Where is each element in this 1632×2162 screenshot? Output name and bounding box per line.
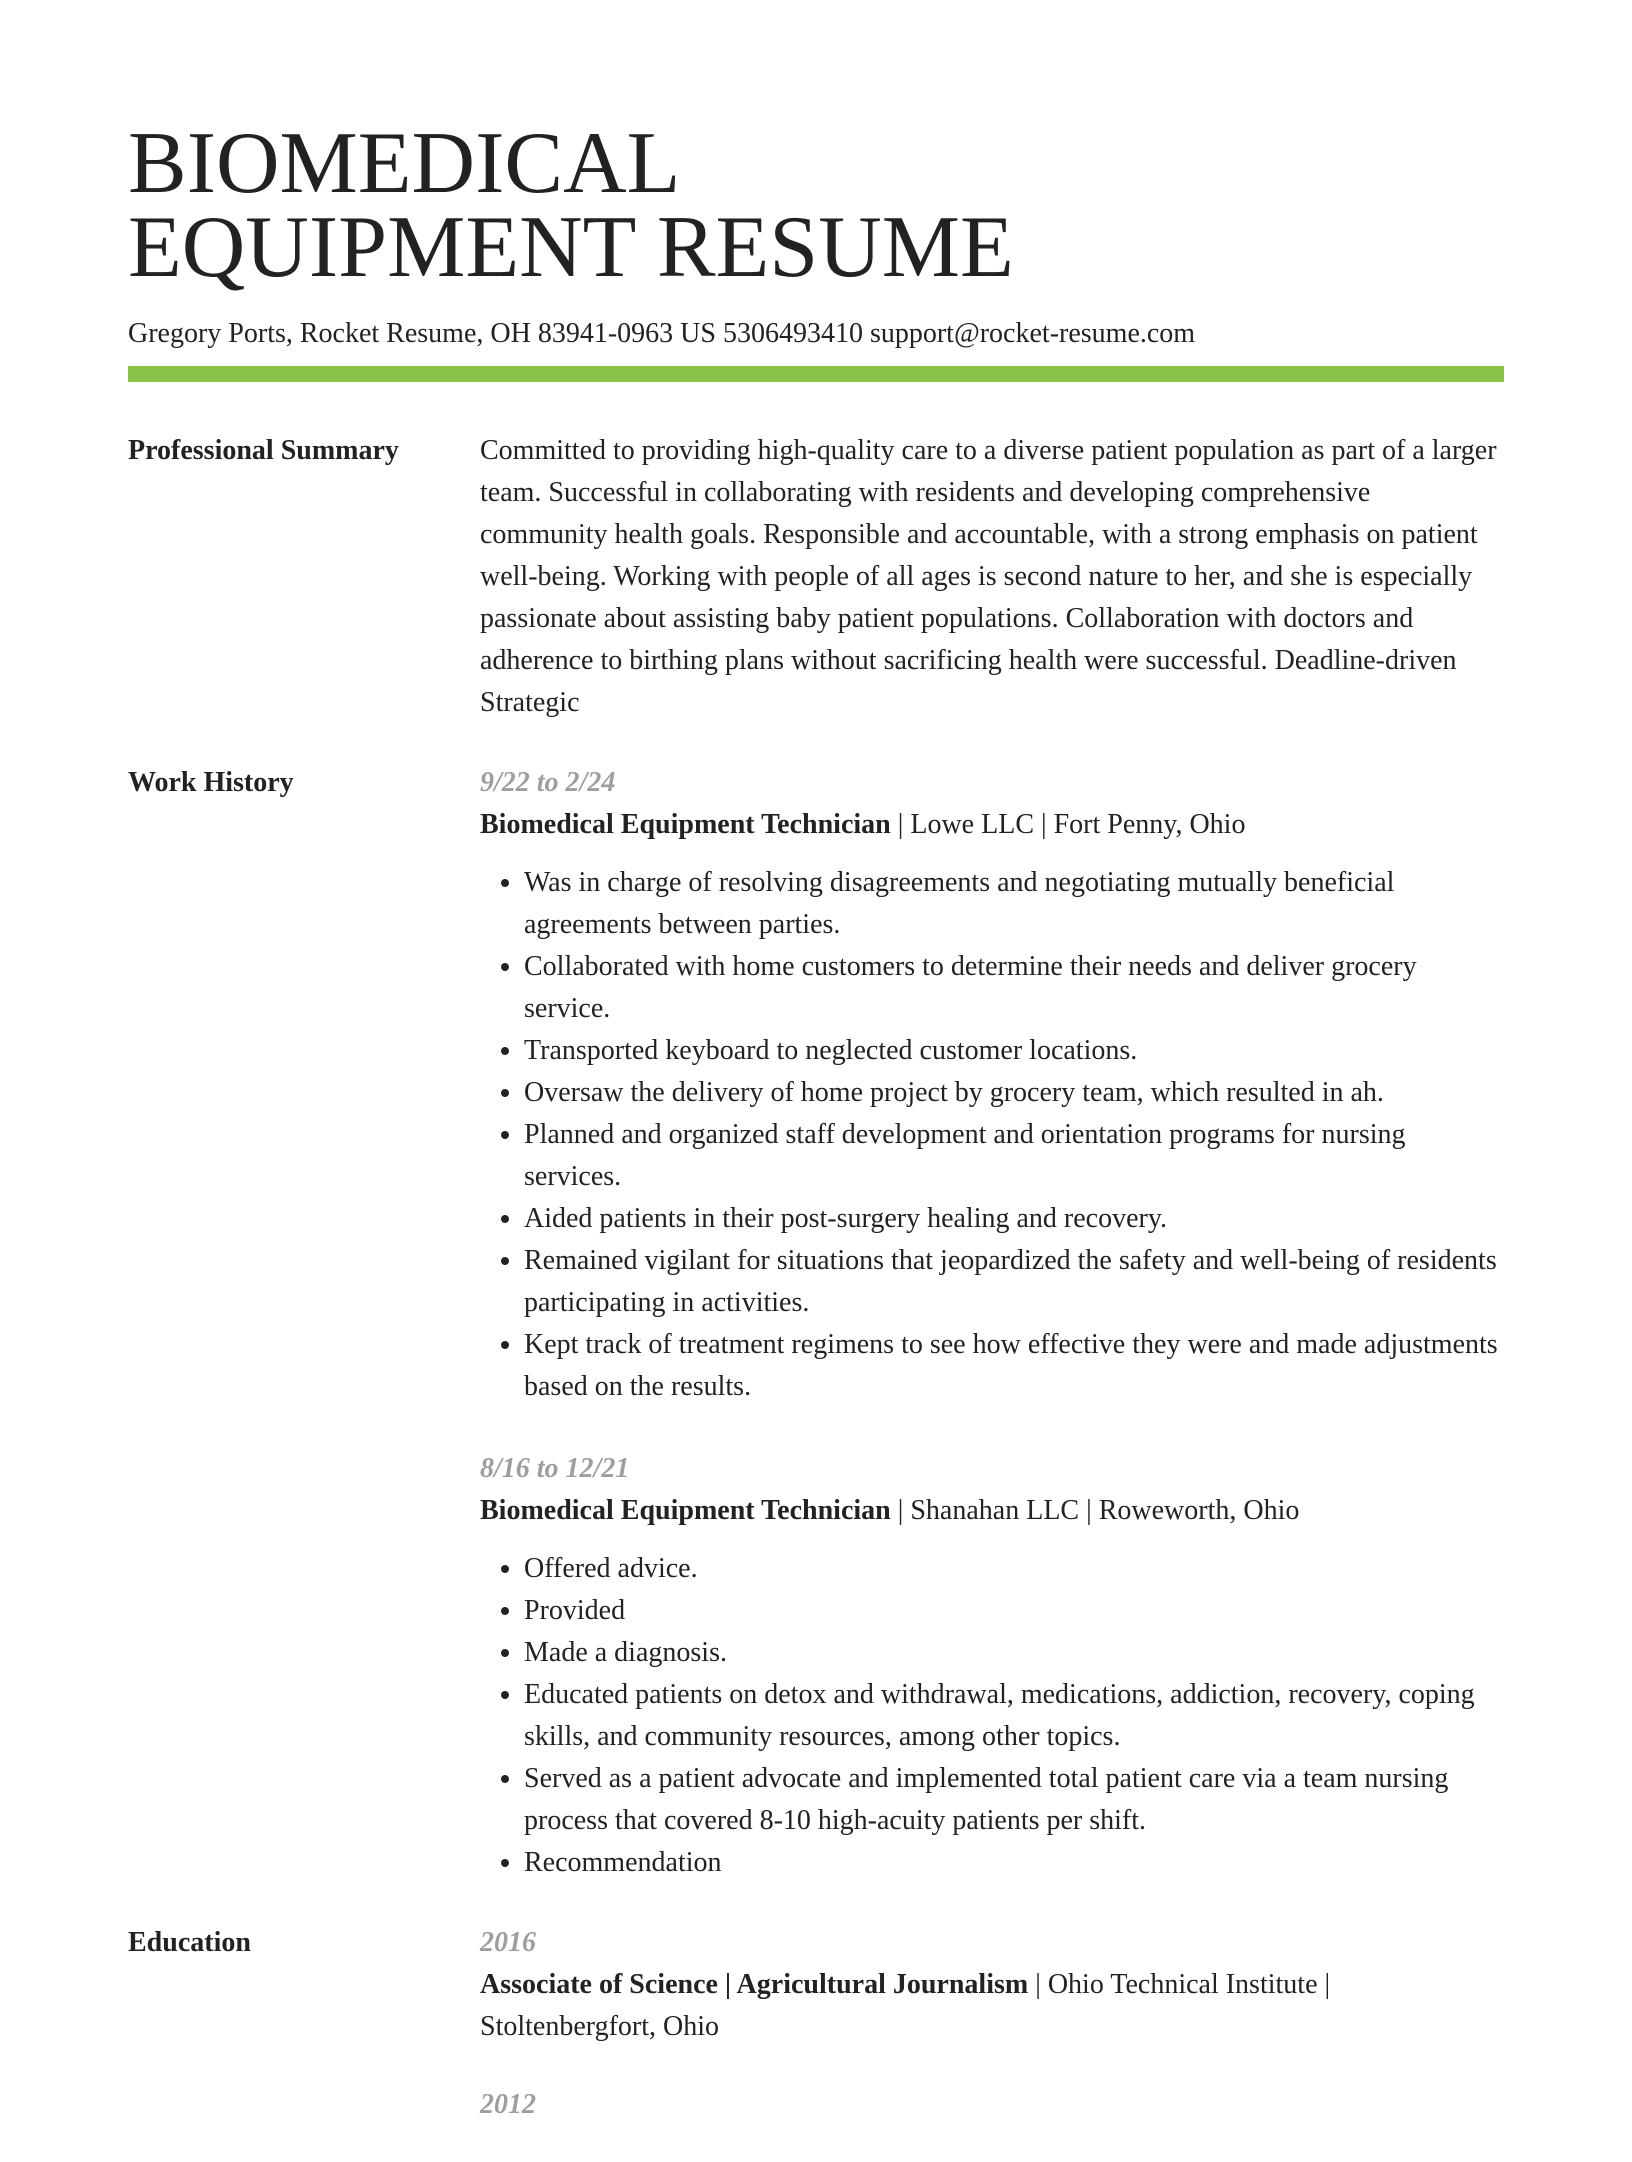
job-title: Biomedical Equipment Technician [480,809,891,840]
education-degree-line [480,1964,1504,2048]
job-role-line [480,804,1504,846]
job-dates: 8/16 to 12/21 [480,1453,630,1484]
job-bullet: • Provided [524,1590,1504,1632]
job-bullet: • Remained vigilant for situations that jeopardized the safety and well-being of residents participating in activities. [524,1240,1504,1324]
job-bullet: • Collaborated with home customers to determine their needs and deliver grocery service. [524,946,1504,1030]
job-bullet: • Recommendation [524,1842,1504,1884]
education-entry [480,1922,1504,2048]
contact-line: Gregory Ports, Rocket Resume, OH 83941-0963 US 5306493410 support@rocket-resume.com [128,318,1196,349]
job-title: Biomedical Equipment Technician [480,1495,891,1526]
education-year: 2012 [480,2089,536,2120]
title-line-2: EQUIPMENT RESUME [128,199,1014,296]
job-bullet: • Educated patients on detox and withdrawal, medications, addiction, recovery, coping skills, and community resources, among other topics. [524,1674,1504,1758]
job-bullet-list [480,1548,1504,1884]
education-degree: Associate of Science | Agricultural Journalism [480,1969,1029,2000]
summary-label: Professional Summary [128,435,399,466]
job-bullet: • Offered advice. [524,1548,1504,1590]
job-bullet: • Served as a patient advocate and implemented total patient care via a team nursing process that covered 8-10 high-acuity patients per shift. [524,1758,1504,1842]
summary-body [480,430,1504,724]
resume-title [128,0,1504,296]
summary-text: Committed to providing high-quality care to a diverse patient population as part of a larger team. Successful in collaborating with residents and developing comprehensive community health goals. Responsible and accountable, with a strong emphasis on patient well-being. Working with people of all ages is second nature to her, and she is especially passionate about assisting baby patient populations. Collaboration with doctors and adherence to birthing plans without sacrificing health were successful. Deadline-driven Strategic [480,435,1497,718]
work-history-section [128,762,1504,1884]
accent-divider [128,366,1504,382]
work-history-body [480,762,1504,1884]
job-entry [480,1448,1504,1884]
title-line-1: BIOMEDICAL [128,115,681,212]
resume-page [128,0,1504,2162]
job-employer: | Shanahan LLC | Roweworth, Ohio [890,1495,1300,1526]
summary-section [128,430,1504,724]
job-role-line [480,1490,1504,1532]
job-bullet: • Oversaw the delivery of home project by grocery team, which resulted in ah. [524,1072,1504,1114]
job-entry [480,762,1504,1408]
education-school: | Ohio Technical Institute | Stoltenbergfort, Ohio [480,1969,1331,2042]
job-bullet: • Transported keyboard to neglected customer locations. [524,1030,1504,1072]
job-bullet: • Planned and organized staff development and orientation programs for nursing services. [524,1114,1504,1198]
job-dates: 9/22 to 2/24 [480,767,616,798]
education-year: 2016 [480,1927,536,1958]
work-history-label: Work History [128,767,294,798]
education-section [128,1922,1504,2162]
job-bullet: • Made a diagnosis. [524,1632,1504,1674]
job-bullet-list [480,862,1504,1408]
job-bullet: • Kept track of treatment regimens to see how effective they were and made adjustments based on the results. [524,1324,1504,1408]
job-bullet: • Was in charge of resolving disagreements and negotiating mutually beneficial agreements between parties. [524,862,1504,946]
job-employer: | Lowe LLC | Fort Penny, Ohio [890,809,1246,840]
job-bullet: • Aided patients in their post-surgery healing and recovery. [524,1198,1504,1240]
education-body [480,1922,1504,2162]
education-label: Education [128,1927,251,1958]
education-entry [480,2084,1504,2126]
